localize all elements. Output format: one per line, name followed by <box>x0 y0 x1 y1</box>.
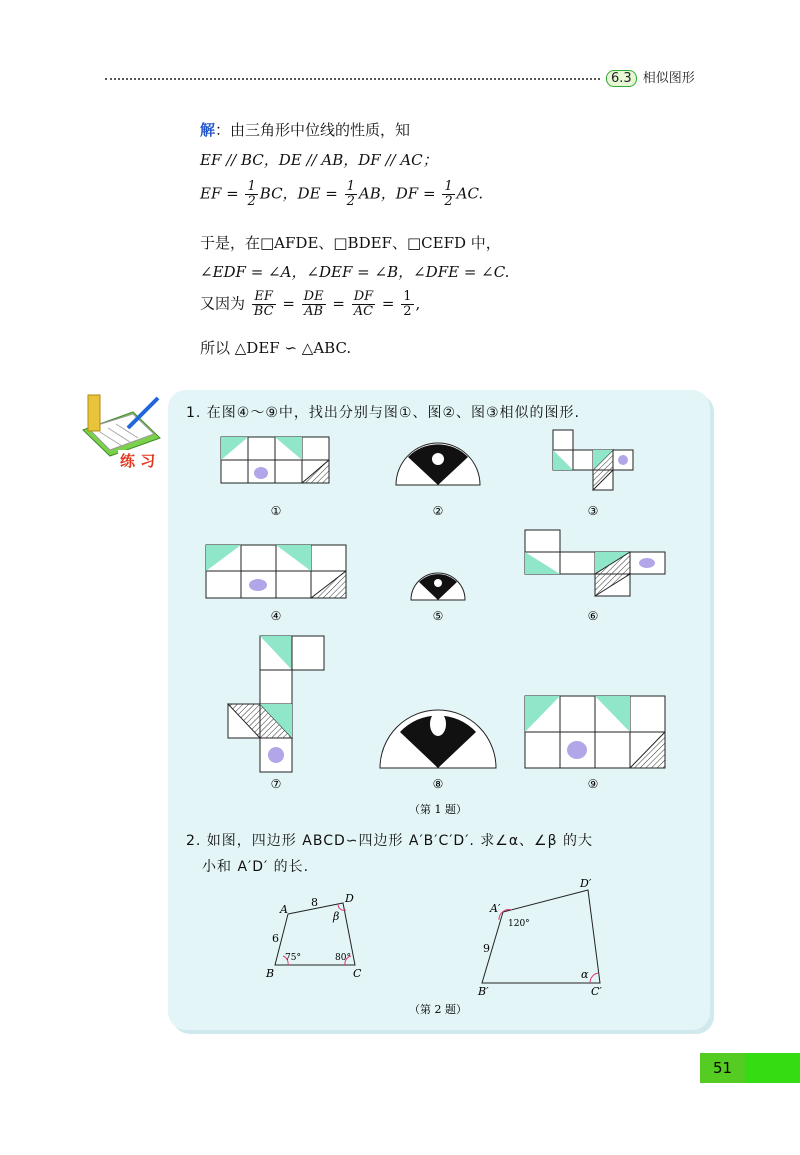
practice-badge <box>78 390 168 474</box>
question-1: 1. 在图④～⑨中，找出分别与图①、图②、图③相似的图形. <box>186 405 581 421</box>
svg-text:C′: C′ <box>591 985 602 998</box>
figure-5-semicircle <box>411 573 465 600</box>
quadrilateral-abcd-prime <box>477 877 602 998</box>
figure-label-6: ⑥ <box>587 609 599 623</box>
figure-label-7: ⑦ <box>270 777 282 791</box>
solution-label: 解 <box>200 121 216 139</box>
svg-text:D′: D′ <box>580 877 592 890</box>
solution-line-4: 于是，在□AFDE、□BDEF、□CEFD 中， <box>200 234 501 252</box>
figure-label-8: ⑧ <box>432 777 444 791</box>
solution-line-5: ∠EDF = ∠A，∠DEF = ∠B，∠DFE = ∠C. <box>200 263 510 281</box>
fraction-half: $\frac{1}{2}$ <box>346 179 355 209</box>
figure-4-grid <box>206 545 346 598</box>
figure-2-semicircle <box>396 443 480 485</box>
page-number: 51 <box>700 1053 745 1083</box>
header-dotted-rule <box>105 78 600 80</box>
figure-label-3: ③ <box>587 504 599 518</box>
solution-line-6: 又因为 $\frac{EF}{BC}$ = $\frac{DE}{AB}$ = $\frac{DF}{AC}$ = $\frac{1}{2}$ , <box>200 289 421 319</box>
page-number-bar <box>745 1053 800 1083</box>
practice-label: 练 习 <box>120 452 156 470</box>
svg-text:A: A <box>280 903 288 916</box>
svg-text:6: 6 <box>272 932 279 945</box>
question-2-line-2: 小和 A′D′ 的长. <box>202 859 310 875</box>
caption-1: （第 1 题） <box>409 803 467 816</box>
fraction: $\frac{DE}{AB}$ <box>303 289 324 319</box>
practice-figures <box>168 390 710 1030</box>
figure-3-net <box>553 430 633 490</box>
fraction: $\frac{EF}{BC}$ <box>253 289 274 319</box>
svg-text:A′: A′ <box>490 902 501 915</box>
section-title: 相似图形 <box>642 71 695 86</box>
figure-label-5: ⑤ <box>432 609 444 623</box>
figure-label-2: ② <box>432 504 444 518</box>
svg-text:D: D <box>345 892 354 905</box>
figure-7-net <box>228 636 324 772</box>
fraction: $\frac{DF}{AC}$ <box>353 289 374 319</box>
svg-text:β: β <box>333 910 340 923</box>
figure-9-grid <box>525 696 665 768</box>
svg-text:B′: B′ <box>478 985 489 998</box>
fraction-half: $\frac{1}{2}$ <box>247 179 256 209</box>
figure-label-9: ⑨ <box>587 777 599 791</box>
figure-label-1: ① <box>270 504 282 518</box>
svg-text:C: C <box>353 967 362 980</box>
svg-text:8: 8 <box>311 896 318 909</box>
figure-6-net <box>525 530 665 596</box>
figure-label-4: ④ <box>270 609 282 623</box>
section-number: 6.3 <box>606 70 637 87</box>
caption-2: （第 2 题） <box>409 1003 467 1016</box>
solution-line-7: 所以 △DEF ∽ △ABC. <box>200 339 352 357</box>
fraction-half: $\frac{1}{2}$ <box>444 179 453 209</box>
quadrilateral-abcd <box>265 892 362 980</box>
figure-1-grid <box>221 437 329 483</box>
fraction: $\frac{1}{2}$ <box>403 289 412 319</box>
svg-text:80°: 80° <box>335 953 351 963</box>
svg-text:75°: 75° <box>285 953 301 963</box>
solution-intro: ：由三角形中位线的性质，知 <box>215 121 411 139</box>
svg-text:B: B <box>266 967 275 980</box>
svg-text:120°: 120° <box>508 919 530 929</box>
solution-line-3: EF = $\frac{1}{2}$ BC，DE = $\frac{1}{2}$ AB，DF = $\frac{1}{2}$ AC. <box>200 179 484 209</box>
figure-8-semicircle <box>380 710 496 768</box>
svg-text:9: 9 <box>483 942 490 955</box>
section-header <box>606 67 695 87</box>
solution-line-2: EF // BC，DE // AB，DF // AC； <box>200 151 438 169</box>
svg-text:α: α <box>581 968 589 981</box>
question-2-line-1: 2. 如图，四边形 ABCD∽四边形 A′B′C′D′. 求∠α、∠β 的大 <box>186 833 593 849</box>
solution-line-1 <box>200 120 410 140</box>
